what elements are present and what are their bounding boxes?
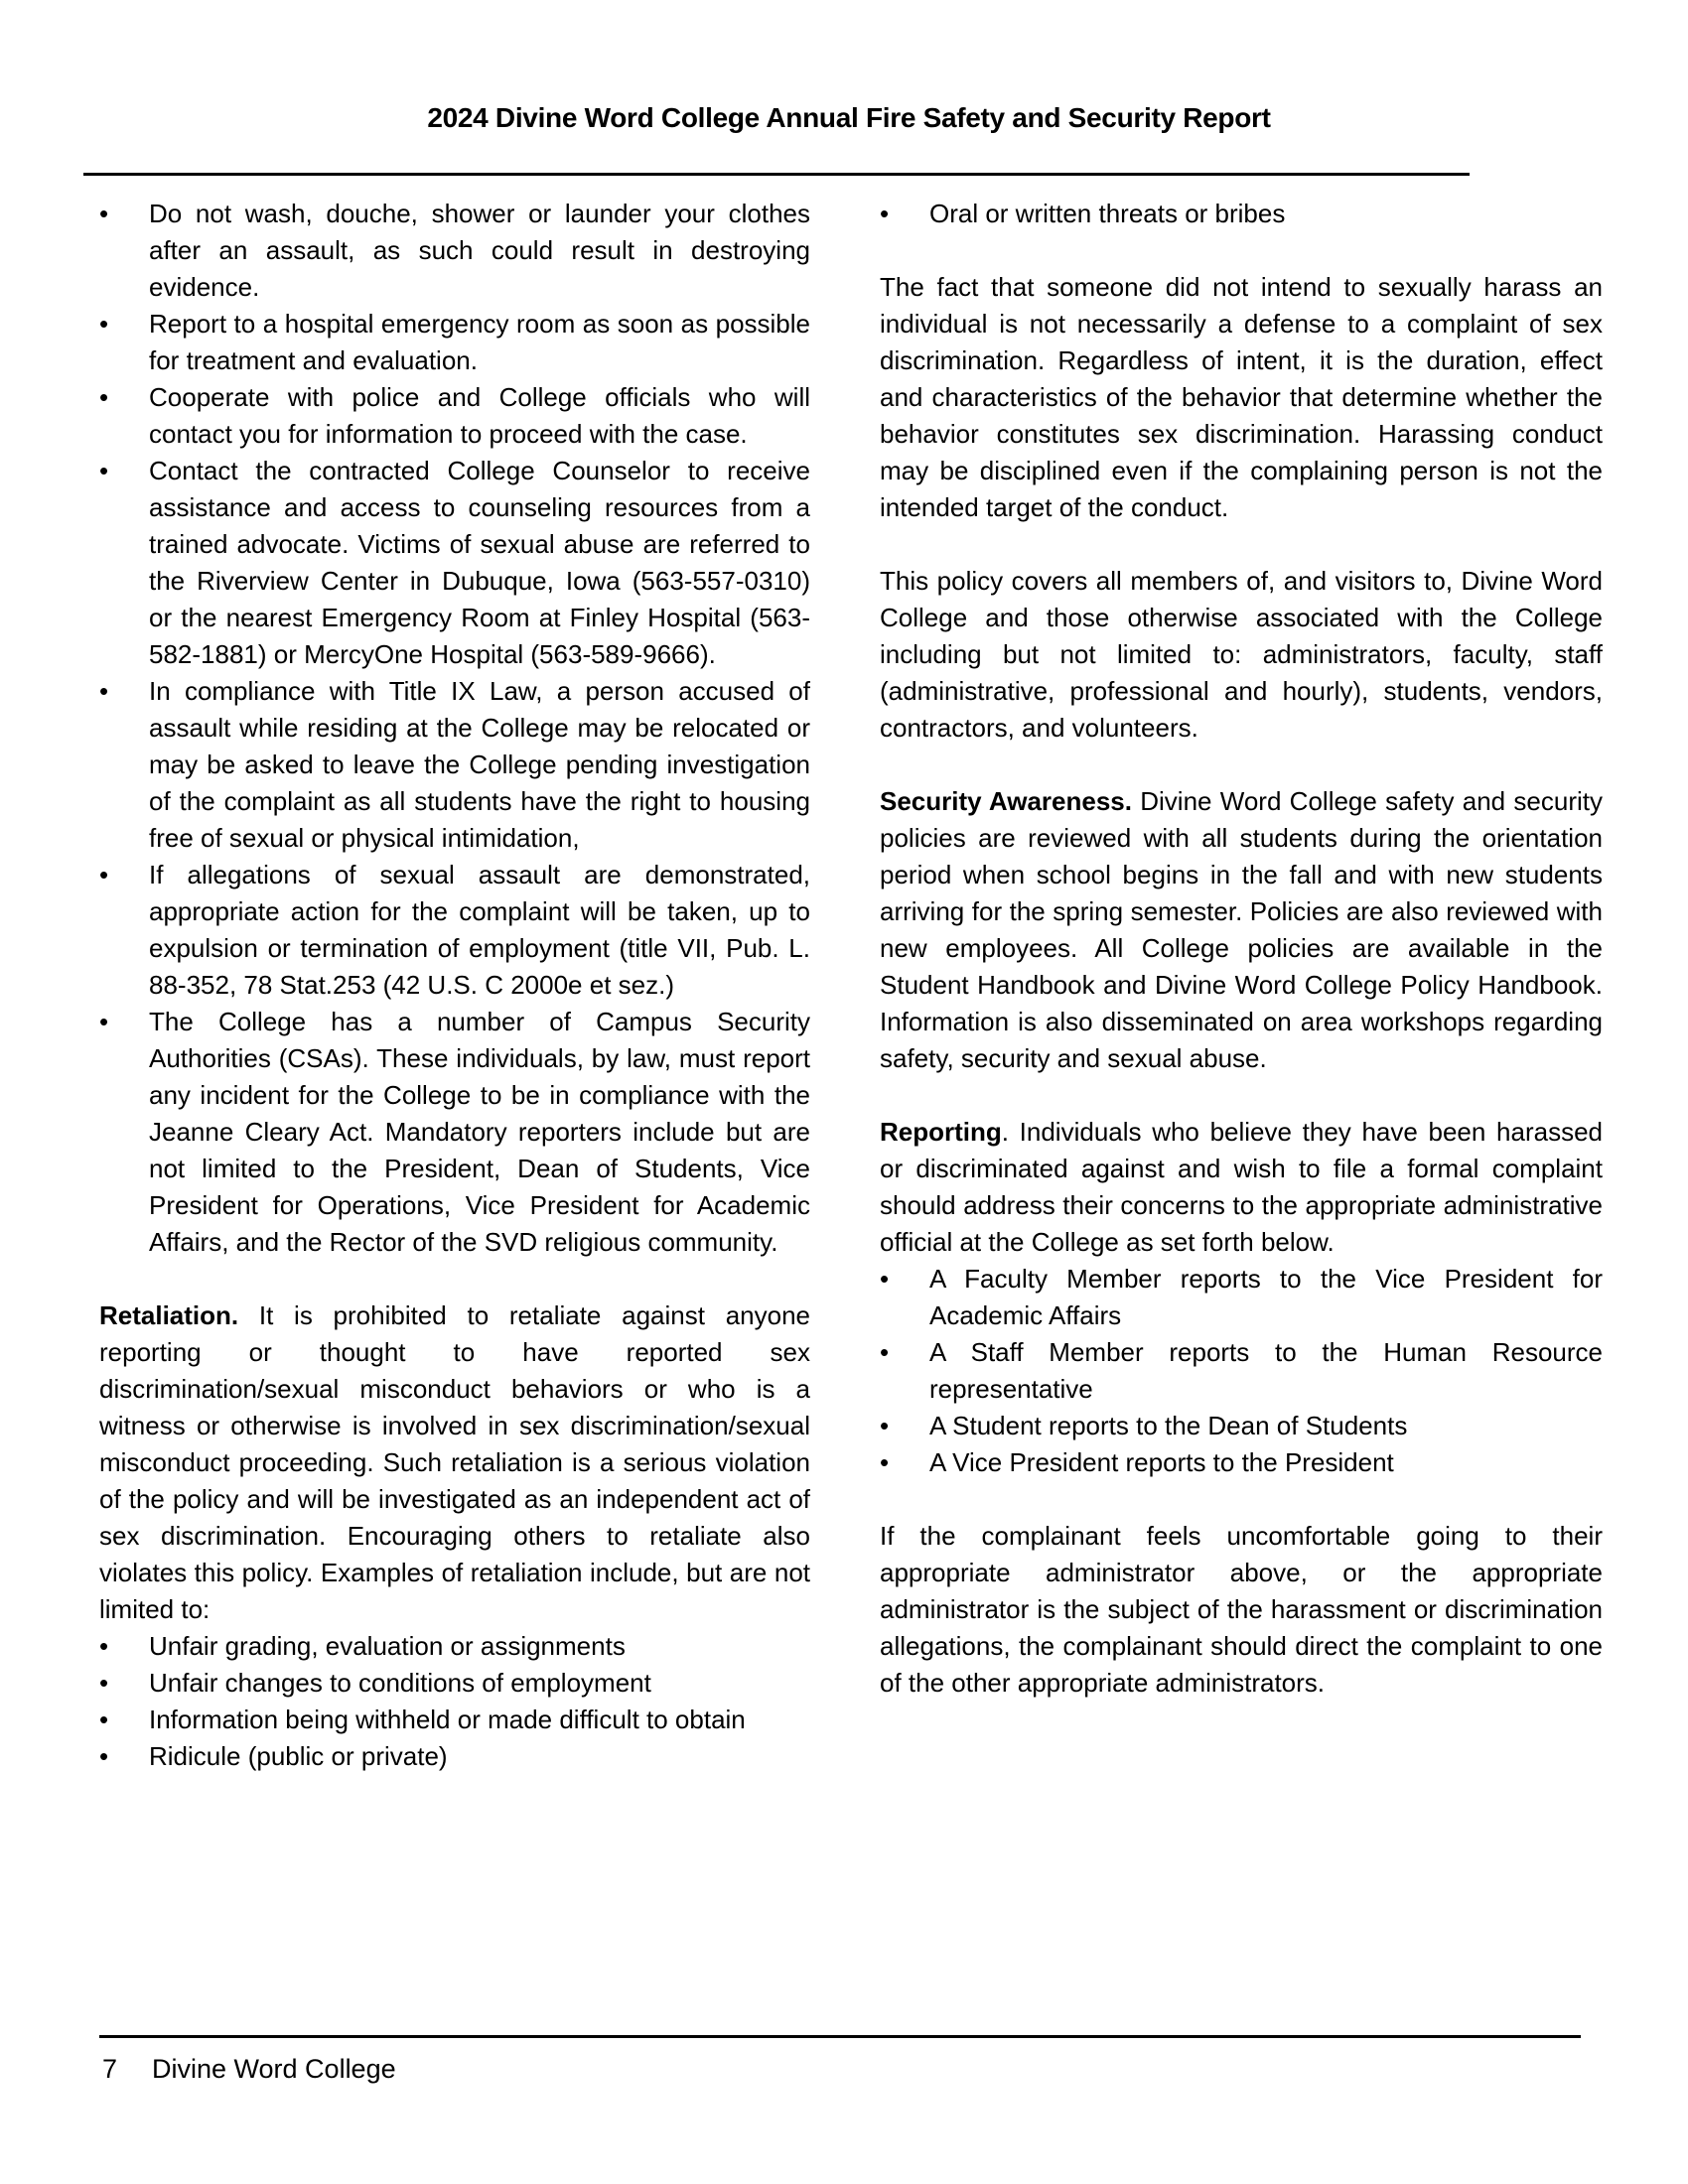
right-column — [880, 196, 1603, 1702]
list-item-text: Contact the contracted College Counselor to receive assistance and access to counseling resources from a trained advocate. Victims of sexual abuse are referred to the Riverview Center in Dubuque, Iowa (563-557-0310) or the nearest Emergency Room at Finley Hospital (563-582-1881) or MercyOne Hospital (563-589-9666). — [149, 456, 810, 669]
intent-paragraph: The fact that someone did not intend to sexually harass an individual is not necessarily a defense to a complaint of sex discrimination. Regardless of intent, it is the duration, effect and characteristics of the behavior that determine whether the behavior constitutes sex discrimination. Harassing conduct may be disciplined even if the complaining person is not the intended target of the conduct. — [880, 272, 1603, 522]
bullet-icon: • — [99, 382, 109, 412]
bullet-icon: • — [99, 1705, 109, 1734]
list-item-text: Report to a hospital emergency room as soon as possible for treatment and evaluation. — [149, 309, 810, 375]
list-item — [99, 1738, 810, 1775]
footer-divider — [99, 2035, 1581, 2038]
bullet-icon: • — [880, 1337, 890, 1367]
list-item-text: Information being withheld or made difficult to obtain — [149, 1705, 746, 1734]
page-title: 2024 Divine Word College Annual Fire Safety and Security Report — [427, 102, 1271, 133]
list-item — [880, 1444, 1603, 1481]
bullet-icon: • — [880, 1447, 890, 1477]
retaliation-examples-list — [99, 1628, 810, 1775]
page-footer — [102, 2051, 396, 2088]
bullet-icon: • — [99, 456, 109, 485]
footer-text: Divine Word College — [152, 2054, 396, 2084]
bullet-icon: • — [880, 199, 890, 228]
security-awareness-text: Divine Word College safety and security policies are reviewed with all students during the orientation period when school begins in the fall and with new students arriving for the spring semester. Policies are also reviewed with new employees. All College policies are available in the Student Handbook and Divine Word College Policy Handbook. Information is also disseminated on area workshops regarding safety, security and sexual abuse. — [880, 786, 1603, 1073]
list-item — [880, 1334, 1603, 1408]
bullet-icon: • — [99, 199, 109, 228]
list-item — [99, 1628, 810, 1665]
header-divider — [83, 173, 1470, 176]
bullet-icon: • — [880, 1411, 890, 1440]
list-item-text: Unfair grading, evaluation or assignments — [149, 1631, 626, 1661]
bullet-icon: • — [99, 309, 109, 339]
retaliation-heading: Retaliation. — [99, 1300, 239, 1330]
list-item — [880, 196, 1603, 232]
footer-page-number: 7 — [102, 2054, 118, 2084]
list-item — [99, 306, 810, 379]
list-item-text: A Vice President reports to the President — [929, 1447, 1394, 1477]
list-item-text: Cooperate with police and College officials who will contact you for information to proceed with the case. — [149, 382, 810, 449]
list-item — [99, 1665, 810, 1702]
list-item — [880, 1261, 1603, 1334]
retaliation-paragraph — [99, 1297, 810, 1628]
list-item — [99, 1702, 810, 1738]
reporting-paragraph — [880, 1114, 1603, 1261]
list-item-text: A Student reports to the Dean of Students — [929, 1411, 1408, 1440]
bullet-icon: • — [99, 1668, 109, 1698]
list-item-text: In compliance with Title IX Law, a person accused of assault while residing at the College may be relocated or may be asked to leave the College pending investigation of the complaint as all students have the right to housing free of sexual or physical intimidation, — [149, 676, 810, 853]
list-item — [99, 379, 810, 453]
bullet-icon: • — [99, 1007, 109, 1036]
bullet-icon: • — [99, 1741, 109, 1771]
bullet-icon: • — [99, 1631, 109, 1661]
left-column — [99, 196, 810, 1775]
reporting-chain-list — [880, 1261, 1603, 1481]
security-awareness-heading: Security Awareness. — [880, 786, 1132, 816]
list-item — [99, 673, 810, 857]
policy-coverage-paragraph: This policy covers all members of, and visitors to, Divine Word College and those otherwise associated with the College including but not limited to: administrators, faculty, staff (administrative, professional and hourly), students, vendors, contractors, and volunteers. — [880, 566, 1603, 743]
list-item — [880, 1408, 1603, 1444]
reporting-text: . Individuals who believe they have been harassed or discriminated against and wish to file a formal complaint should address their concerns to the appropriate administrative official at the College as set forth below. — [880, 1117, 1603, 1257]
bullet-icon: • — [99, 860, 109, 889]
list-item — [99, 1004, 810, 1261]
bullet-icon: • — [880, 1264, 890, 1294]
list-item-text: A Faculty Member reports to the Vice President for Academic Affairs — [929, 1264, 1603, 1330]
list-item — [99, 453, 810, 673]
threats-list — [880, 196, 1603, 232]
list-item-text: A Staff Member reports to the Human Resource representative — [929, 1337, 1603, 1404]
assault-guidance-list — [99, 196, 810, 1261]
bullet-icon: • — [99, 676, 109, 706]
list-item-text: The College has a number of Campus Security Authorities (CSAs). These individuals, by law, must report any incident for the College to be in compliance with the Jeanne Cleary Act. Mandatory reporters include but are not limited to the President, Dean of Students, Vice President for Operations, Vice President for Academic Affairs, and the Rector of the SVD religious community. — [149, 1007, 810, 1257]
reporting-heading: Reporting — [880, 1117, 1002, 1147]
list-item — [99, 857, 810, 1004]
security-awareness-paragraph — [880, 783, 1603, 1077]
complainant-paragraph: If the complainant feels uncomfortable going to their appropriate administrator above, or the appropriate administrator is the subject of the harassment or discrimination allegations, the complainant should direct the complaint to one of the other appropriate administrators. — [880, 1521, 1603, 1698]
list-item-text: Do not wash, douche, shower or launder your clothes after an assault, as such could result in destroying evidence. — [149, 199, 810, 302]
list-item-text: Ridicule (public or private) — [149, 1741, 448, 1771]
list-item — [99, 196, 810, 306]
list-item-text: If allegations of sexual assault are demonstrated, appropriate action for the complaint will be taken, up to expulsion or termination of employment (title VII, Pub. L. 88-352, 78 Stat.253 (42 U.S. C 2000e et sez.) — [149, 860, 810, 1000]
retaliation-text: It is prohibited to retaliate against anyone reporting or thought to have reported sex discrimination/sexual misconduct behaviors or who is a witness or otherwise is involved in sex discrimination/sexual misconduct proceeding. Such retaliation is a serious violation of the policy and will be investigated as an independent act of sex discrimination. Encouraging others to retaliate also violates this policy. Examples of retaliation include, but are not limited to: — [99, 1300, 810, 1624]
list-item-text: Unfair changes to conditions of employment — [149, 1668, 651, 1698]
list-item-text: Oral or written threats or bribes — [929, 199, 1286, 228]
